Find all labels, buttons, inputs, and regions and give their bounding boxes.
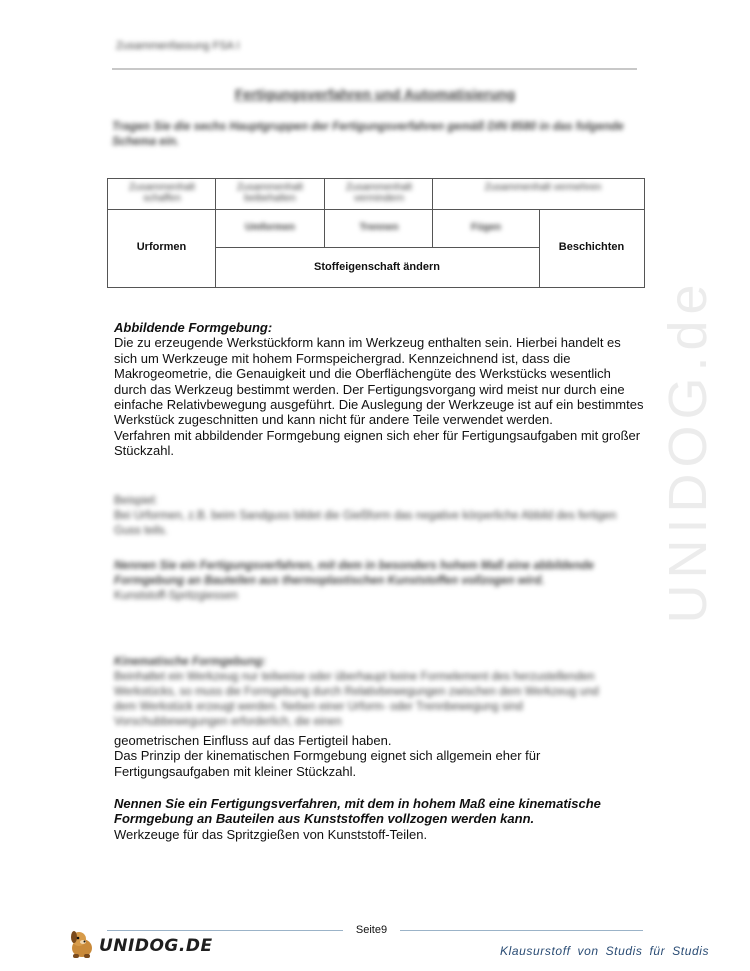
header-zusammenhalt-vermehren: Zusammenhalt vermehren bbox=[484, 182, 602, 193]
section-abbildende-formgebung bbox=[114, 320, 644, 459]
answer-text: Kunststoff-Spritzgiessen bbox=[114, 590, 238, 602]
question-block bbox=[114, 559, 624, 604]
scheme-divider bbox=[215, 179, 216, 209]
section-line: Das Prinzip der kinematischen Formgebung eignet sich allgemein eher für Fertigungsaufgaben mit kleiner Stückzahl. bbox=[114, 748, 541, 779]
logo-text: UNIDOG.DE bbox=[99, 936, 213, 956]
header-zusammenhalt-beibehalten: Zusammenhalt beibehalten bbox=[236, 182, 304, 204]
section-heading: Kinematische Formgebung: bbox=[114, 656, 267, 668]
watermark bbox=[658, 200, 718, 680]
din-8580-scheme bbox=[107, 178, 645, 288]
section-paragraph: Die zu erzeugende Werkstückform kann im Werkzeug enthalten sein. Hierbei handelt es sich um Werkzeuge mit hohem Formspeichergrad. Kennzeichnend ist, dass die Makrogeometrie, die Genauigkeit und die Oberflächengüte des Werkstücks wesentlich durch das Werkzeug bestimmt werden. Der Fertigungsvorgang wird meist nur durch eine einfache Relativbewegung ausgeführt. Die Auslegung der Werkzeuge ist auf ein bestimmtes Werkstück zugeschnitten und kann nicht für andere Teile verwendet werden. bbox=[114, 335, 644, 428]
section-paragraph: Verfahren mit abbildender Formgebung eignen sich eher für Fertigungsaufgaben mit großer Stückzahl. bbox=[114, 427, 641, 459]
section-kinematische-formgebung bbox=[114, 655, 624, 730]
question-text: Nennen Sie ein Fertigungsverfahren, mit dem in hohem Maß eine kinematische Formgebung an Bauteilen aus Kunststoffen vollzogen werden kann. bbox=[114, 796, 601, 827]
cell-stoffeigenschaft-aendern: Stoffeigenschaft ändern bbox=[314, 261, 440, 273]
section-line: geometrischen Einfluss auf das Fertigteil haben. bbox=[114, 733, 392, 748]
cell-fuegen: Fügen bbox=[471, 222, 501, 233]
header-divider bbox=[112, 68, 637, 70]
dog-icon bbox=[66, 928, 100, 960]
cell-beschichten: Beschichten bbox=[558, 241, 625, 253]
section-kinematische-continued bbox=[114, 733, 644, 779]
footer-divider bbox=[400, 930, 643, 931]
header-zusammenhalt-vermindern: Zusammenhalt vermindern bbox=[345, 182, 413, 204]
cell-trennen: Trennen bbox=[359, 222, 399, 233]
page-number: Seite9 bbox=[355, 924, 388, 936]
scheme-divider bbox=[108, 209, 644, 210]
scheme-divider bbox=[215, 209, 216, 287]
footer-slogan: Klausurstoff von Studis für Studis bbox=[500, 944, 710, 958]
section-heading: Abbildende Formgebung: bbox=[114, 320, 273, 335]
example-label: Beispiel: bbox=[114, 495, 158, 507]
cell-urformen: Urformen bbox=[136, 241, 187, 253]
running-header: Zusammenfassung FSA I bbox=[116, 40, 240, 52]
answer-text: Werkzeuge für das Spritzgießen von Kunststoff-Teilen. bbox=[114, 826, 428, 842]
unidog-logo bbox=[66, 928, 213, 960]
cell-umformen: Umformen bbox=[244, 222, 295, 233]
scheme-divider bbox=[324, 209, 325, 247]
question-scheme: Tragen Sie die sechs Hauptgruppen der Fertigungsverfahren gemäß DIN 8580 in das folgende Schema ein. bbox=[112, 121, 624, 148]
document-title: Fertigungsverfahren und Automatisierung bbox=[234, 86, 516, 102]
question-text: Nennen Sie ein Fertigungsverfahren, mit dem in besonders hohem Maß eine abbildende Formgebung an Bauteilen aus thermoplastischen Kunststoffen vollzogen wird. bbox=[114, 560, 594, 587]
example-text: Bei Urformen, z.B. beim Sandguss bildet die Gießform das negative körperliche Abbild des fertigen Guss teils. bbox=[114, 510, 617, 537]
scheme-divider bbox=[432, 209, 433, 247]
scheme-divider bbox=[432, 179, 433, 209]
section-paragraph: Beinhaltet ein Werkzeug nur teilweise oder überhaupt keine Formelement des herzustellenden Werkstücks, so muss die Formgebung durch Relativbewegungen zwischen dem Werkzeug und dem Werkstück erzeugt werden. Neben einer Urform- oder Trennbewegung sind Vorschubbewegungen erforderlich, die einen bbox=[114, 671, 599, 728]
scheme-divider bbox=[215, 247, 539, 248]
scheme-divider bbox=[324, 179, 325, 209]
question-block bbox=[114, 796, 644, 842]
example-block bbox=[114, 494, 624, 539]
header-zusammenhalt-schaffen: Zusammenhalt schaffen bbox=[128, 182, 196, 204]
watermark-text: UNIDOG.de bbox=[658, 278, 718, 624]
